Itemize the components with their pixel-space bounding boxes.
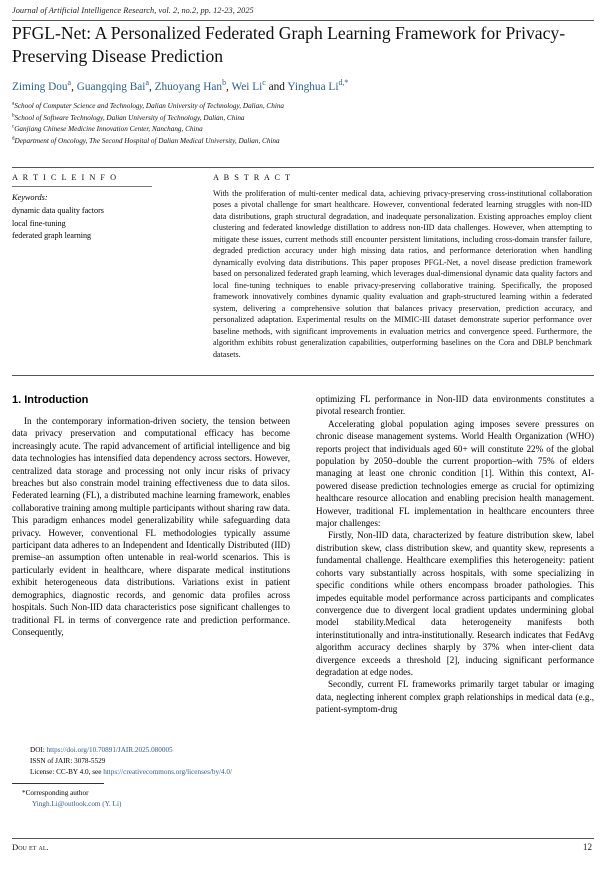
article-info-heading: A R T I C L E I N F O: [12, 173, 118, 182]
affiliation-text: School of Computer Science and Technology, Dalian University of Technology, Dalian, China: [14, 102, 285, 110]
doi-label: DOI:: [30, 746, 45, 754]
keyword-item: local fine-tuning: [12, 218, 66, 228]
author-item: Guangqing Bai$^a$,: [76, 78, 152, 93]
affiliation-item: [12, 136, 592, 148]
affiliation-item: [12, 124, 592, 136]
paragraph: Secondly, current FL frameworks primarily target tabular or imaging data, neglecting inherent complex graph relationships in medical data (e.g., patient-symptom-drug: [316, 679, 594, 715]
info-divider-top: [12, 167, 594, 168]
page-number: 12: [582, 842, 592, 852]
keyword-item: dynamic data quality factors: [12, 206, 104, 215]
column-left: [12, 393, 290, 638]
affiliation-list: [12, 101, 592, 148]
section-heading-introduction: 1. Introduction: [12, 394, 89, 406]
article-info-block: [12, 173, 152, 243]
affiliation-item: [12, 113, 592, 125]
info-divider-bottom: [12, 375, 594, 376]
author-item: Wei Li$^c$ and: [231, 78, 285, 93]
affiliation-mark: b: [12, 113, 15, 119]
author-affil-mark: d,*: [338, 78, 349, 88]
author-item: Ziming Dou$^a$,: [12, 78, 74, 93]
article-info-underline: [12, 186, 152, 187]
author-affil-mark: a: [67, 78, 72, 88]
corresponding-author-note: *Corresponding author: [22, 789, 89, 798]
header-divider: [12, 20, 594, 21]
author-item: Yinghua $Li^{d,*}$: [287, 78, 349, 93]
affiliation-text: School of Software Technology, Dalian University of Technology, Dalian, China: [14, 113, 245, 122]
abstract-block: [213, 173, 592, 360]
doi-link[interactable]: https://doi.org/10.70891/JAIR.2025.080005: [46, 746, 173, 754]
page-title: PFGL-Net: A Personalized Federated Graph Learning Framework for Privacy-Preserving Disease Prediction: [12, 23, 566, 67]
license-label: License: CC-BY 4.0, see: [30, 767, 102, 776]
author-item: Zhuoyang Han$^b$,: [154, 78, 229, 93]
affiliation-mark: d: [12, 136, 15, 142]
paragraph: In the contemporary information-driven society, the tension between data privacy preservation and computational efficacy has become increasingly acute. The rapid advancement of artificial intelligence and big data technologies has intensified data dependency across sectors. However, centralized data storage and processing not only incur risks of privacy breaches but also constrain model training effectiveness due to data silos. Federated learning (FL), a distributed machine learning framework, enables collaborative training among multiple participants without sharing raw data. This paradigm enhances model generalizability while safeguarding data privacy. However, conventional FL methodologies typically assume participant data adheres to an Independent and Identically Distributed (IID) premise–an assumption often untenable in real-world scenarios. This is particularly evident in healthcare, where disparate medical institutions exhibit heterogeneous data distributions. Variations exist in patient demographics, diagnostic records, and genomic data profiles across hospitals. Such Non-IID data characteristics pose significant challenges to traditional FL in terms of convergence rate and prediction performance. Consequently,: [12, 416, 290, 637]
affiliation-item: [12, 101, 592, 113]
author-affil-mark: c: [262, 78, 266, 88]
affiliation-text: Ganjiang Chinese Medicine Innovation Center, Nanchang, China: [14, 125, 203, 134]
paragraph: Accelerating global population aging imposes severe pressures on chronic disease management systems. World Health Organization (WHO) reports project that individuals aged 60+ will constitute 22% of the global population by 2050–double the current proportion–with 75% of elders managing at least one chronic condition [1]. Within this context, AI-powered disease prediction technologies emerge as crucial for optimizing healthcare resource allocation and enabling precision health management. However, traditional FL implementation in healthcare encounters three major challenges:: [316, 418, 594, 529]
keywords-list: [12, 205, 152, 243]
abstract-text: With the proliferation of multi-center medical data, achieving privacy-preserving cross-institutional collaboration poses a pivotal challenge for smart healthcare. However, conventional federated learning struggles with non-IID data distributions, graph structural degradation, and inadequate personalization. Existing approaches employ client clustering and federated knowledge distillation to address non-IID data challenges. However, when attempting to mitigate these issues, current methods still encounter persistent limitations, including cross-domain transfer failure, degraded prediction accuracy under high missing data ratios, and performance deterioration when handling dynamically evolving data distributions. This paper proposes PFGL-Net, a novel disease prediction framework based on personalized federated graph learning, which leverages dual-dimensional dynamic data quality factors and local fine-tuning techniques to enable privacy-preserving collaborative training. Specifically, the proposed framework innovatively combines dynamic quality evaluation and graph-structured learning within a federated system, delivering a comprehensive solution that balances privacy preservation, prediction accuracy, and personalized adaptation. Experimental results on the MIMIC-III dataset demonstrate superior performance over baseline methods, with significant improvements in evaluation metrics and convergence speed. Furthermore, the algorithm exhibits robust generalization capabilities, outperforming baselines on the Cora and DBLP benchmark datasets.: [213, 189, 592, 359]
author-affil-mark: a: [145, 78, 149, 88]
corresponding-email[interactable]: Yingh.Li@outlook.com (Y. Li): [32, 800, 122, 809]
paragraph: optimizing FL performance in Non-IID data environments constitutes a pivotal research frontier.: [316, 394, 594, 417]
footnote-divider: [12, 783, 104, 784]
abstract-heading: A B S T R A C T: [213, 173, 292, 182]
keywords-label: Keywords:: [12, 193, 48, 202]
issn-line: ISSN of JAIR: 3078-5529: [30, 756, 106, 765]
author-list: [12, 80, 592, 96]
paragraph: Firstly, Non-IID data, characterized by feature distribution skew, label distribution skew, class distribution skew, and quantity skew, represents a fundamental challenge. Healthcare exemplifies this heterogeneity: patient cohorts vary substantially across hospitals, with some specializing in specific conditions while others encompass broader pathologies. This impedes equitable model performance across participants and complicates convergence due to divergent local gradient updates undermining global model stability.Medical data heterogeneity manifests both interinstitutionally and intra-institutionally. Research indicates that FedAvg algorithm accuracy declines sharply by 37% when inter-client data divergence exceeds a threshold [2], inducing significant performance degradation at edge nodes.: [316, 530, 594, 677]
keyword-item: federated graph learning: [12, 231, 92, 241]
column-right: [316, 393, 594, 716]
footer-running-head: Dou et al.: [12, 842, 49, 852]
affiliation-mark: a: [12, 101, 15, 107]
license-link[interactable]: https://creativecommons.org/licenses/by/4.0/: [103, 767, 233, 776]
affiliation-text: Department of Oncology, The Second Hospital of Dalian Medical University, Dalian, China: [14, 136, 280, 145]
affiliation-mark: c: [12, 124, 15, 130]
journal-header: Journal of Artificial Intelligence Research, vol. 2, no.2, pp. 12-23, 2025: [12, 6, 254, 15]
author-affil-mark: b: [222, 78, 227, 88]
doi-line: [12, 745, 290, 756]
license-line: [12, 767, 290, 778]
footer-divider: [12, 838, 594, 839]
footnote-block: [12, 745, 290, 810]
